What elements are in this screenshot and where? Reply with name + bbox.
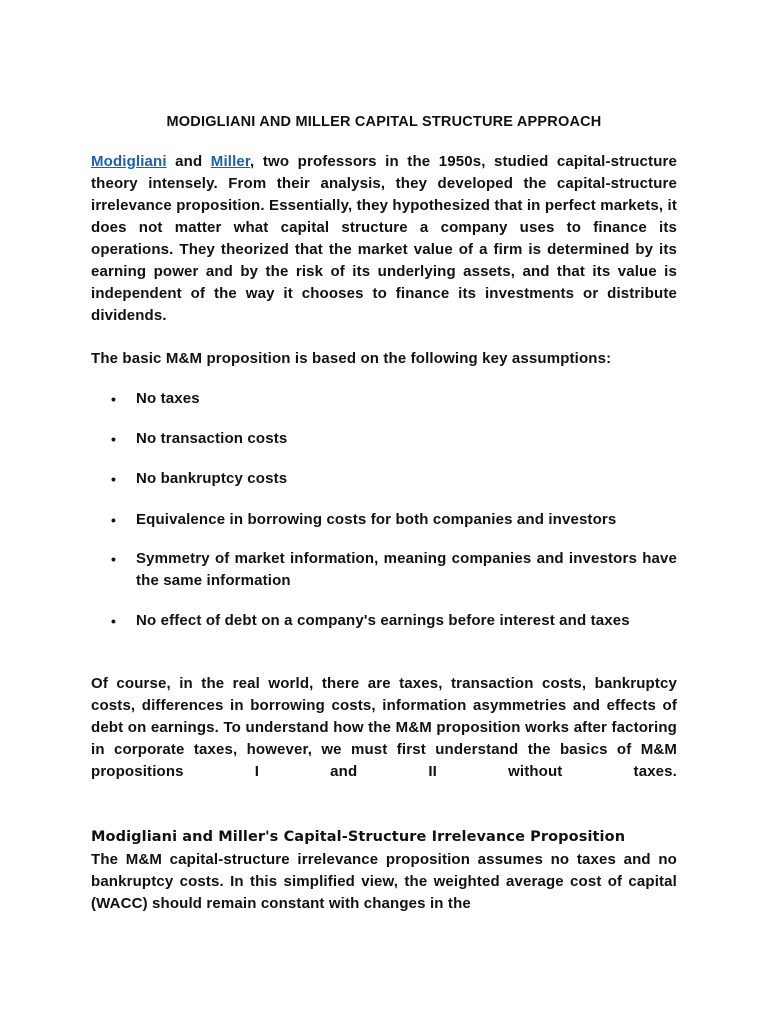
intro-body-text: , two professors in the 1950s, studied capital-structure theory intensely. From their analysis, they developed the capital-structure irrelevance proposition. Essentially, they hypothesized that in perfect markets, it does not matter what capital structure a company uses to finance its operations. They theorized that the market value of a firm is determined by its earning power and by the risk of its underlying assets, and that its value is independent of the way it chooses to finance its investments or distribute dividends. — [91, 153, 677, 324]
list-item-text: No taxes — [136, 390, 200, 407]
list-item — [91, 509, 677, 531]
list-item — [91, 468, 677, 490]
bullet-icon: • — [111, 471, 117, 487]
bullet-icon: • — [111, 431, 117, 447]
bullet-icon: • — [111, 613, 117, 629]
section-paragraph: The M&M capital-structure irrelevance proposition assumes no taxes and no bankruptcy costs. In this simplified view, the weighted average cost of capital (WACC) should remain constant with changes in the — [91, 851, 677, 912]
list-item-text: No transaction costs — [136, 430, 288, 447]
document-title: MODIGLIANI AND MILLER CAPITAL STRUCTURE APPROACH — [166, 114, 602, 130]
list-item — [91, 428, 677, 450]
miller-link[interactable]: Miller — [210, 153, 251, 170]
list-item-text: No bankruptcy costs — [136, 470, 288, 487]
intro-paragraph — [91, 151, 677, 327]
list-item-text: Symmetry of market information, meaning companies and investors have the same information — [136, 550, 677, 589]
list-item — [91, 610, 677, 632]
assumptions-intro: The basic M&M proposition is based on the following key assumptions: — [91, 350, 612, 367]
list-item — [91, 548, 677, 592]
bullet-icon: • — [111, 391, 117, 407]
section-heading: Modigliani and Miller's Capital-Structure Irrelevance Proposition — [91, 829, 626, 845]
list-item-text: No effect of debt on a company's earnings before interest and taxes — [136, 612, 630, 629]
bullet-icon: • — [111, 512, 117, 528]
list-item-text: Equivalence in borrowing costs for both companies and investors — [136, 511, 617, 528]
modigliani-link[interactable]: Modigliani — [91, 153, 167, 170]
bullet-icon: • — [111, 551, 117, 567]
intro-and-text: and — [166, 153, 211, 170]
real-world-paragraph: Of course, in the real world, there are taxes, transaction costs, bankruptcy costs, differences in borrowing costs, information asymmetries and effects of debt on earnings. To understand how the M&M proposition works after factoring in corporate taxes, however, we must first understand the basics of M&M propositions I and II without taxes. — [91, 675, 677, 780]
list-item — [91, 388, 677, 410]
